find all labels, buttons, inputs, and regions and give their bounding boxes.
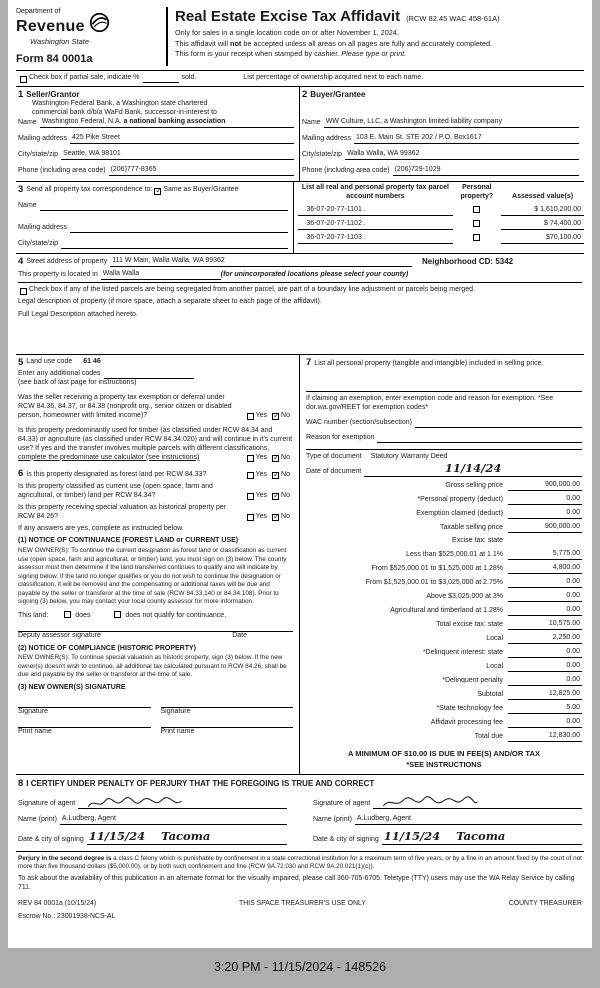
doc-date-field[interactable] — [364, 463, 582, 477]
correspondence-row: 3 Send all property tax correspondence to: ✓ Same as Buyer/Grantee — [18, 185, 288, 195]
yes-checkbox[interactable] — [247, 514, 254, 521]
parcel-col-header: List all real and personal property tax parcel account numbers — [301, 184, 449, 201]
form-title: Real Estate Excise Tax Affidavit — [175, 8, 401, 25]
no-checkbox[interactable] — [272, 514, 279, 521]
tax-line: Above $3,025,000 at 3% 0.00 — [426, 592, 580, 601]
signing-date-row — [18, 828, 287, 845]
buyer-name-label: Name — [302, 119, 321, 127]
same-as-buyer-label: Same as Buyer/Grantee — [163, 185, 239, 193]
segregated-checkbox[interactable] — [20, 288, 27, 295]
correspondence-city-label: City/state/zip — [18, 239, 59, 247]
parcel-number: 36-07-20-77-1101 . — [298, 206, 452, 216]
doc-date-label: Date of document — [306, 468, 362, 476]
deputy-label-row — [18, 632, 293, 641]
signing-date-label: Date & city of signing — [18, 835, 84, 843]
assessed-value-col-header: Assessed value(s) — [512, 193, 574, 201]
reason-row — [306, 434, 582, 443]
no-checkbox[interactable] — [272, 455, 279, 462]
tax-line: Taxable selling price 900,000.00 — [439, 523, 580, 532]
header-note-1: Only for sales in a single location code on or after November 1, 2024. — [175, 27, 399, 37]
parcel-row — [298, 206, 584, 216]
seller-phone-label: Phone (including area code) — [18, 167, 106, 175]
seller-preamble: Washington Federal Bank, a Washington state chartered commercial bank d/b/a WaFd Bank, successor-in-interest to — [32, 100, 217, 117]
wac-label: WAC number (section/subsection) — [306, 418, 412, 426]
tax-line: Agricultural and timberland at 1.28% 0.00 — [390, 606, 580, 615]
tax-line: From $525,000.01 to $1,525,000 at 1.28% 4,800.00 — [371, 564, 580, 573]
seller-mailing-field[interactable]: 425 Pike Street — [70, 134, 294, 144]
current-use-yes-no: Yes ✓ No — [245, 492, 293, 501]
correspondence-section — [16, 182, 584, 253]
revenue-label: Revenue — [16, 17, 85, 35]
timber-yes-no: Yes ✓ No — [245, 454, 293, 463]
seller-name-row — [18, 118, 294, 128]
no-checkbox[interactable] — [272, 413, 279, 420]
notice-continuance-title: (1) NOTICE OF CONTINUANCE (FOREST LAND or CURRENT USE) — [18, 537, 239, 545]
divider — [18, 282, 582, 283]
additional-codes-row — [18, 370, 293, 379]
agent-signature-field[interactable] — [373, 796, 582, 809]
tax-line: Excise tax: state — [452, 537, 503, 545]
form-header — [16, 5, 584, 70]
doc-type-row — [306, 453, 582, 462]
rev-number: REV 84 0001a (10/15/24) — [18, 900, 97, 908]
located-in-row — [18, 270, 582, 280]
tax-line: Total excise tax: state 10,575.00 — [436, 619, 580, 628]
signing-date-field[interactable] — [87, 828, 287, 845]
buyer-city-row — [302, 150, 579, 160]
personal-property-col-header: Personal property? — [460, 184, 494, 201]
doc-date-handwritten: 11/14/24 — [444, 461, 502, 476]
partial-sale-label: Check box if partial sale, indicate % — [29, 74, 140, 82]
parcel-row — [298, 220, 584, 230]
notice-compliance-body: NEW OWNER(S): To continue special valuation as historic property, sign (3) below. If the new owner(s) doesn't wish to continue, all additional tax calculated pursuant to RCW 84.26, shall be due and payable by the seller or transferor at the time of sale. — [18, 654, 287, 679]
tax-column — [300, 355, 584, 774]
parcel-number: 36-07-20-77-1102 . — [298, 220, 452, 230]
parcel-row — [298, 234, 584, 244]
lower-two-column — [16, 355, 584, 774]
grantor-grantee-section — [16, 87, 584, 181]
wac-row — [306, 419, 582, 428]
doc-type-label: Type of document — [306, 452, 362, 460]
affidavit-document — [8, 0, 592, 948]
land-use-row: 5 Land use code 61 46 — [18, 356, 101, 368]
legal-description-label: Legal description of property (if more space, attach a separate sheet to each page of the affidavit). — [18, 297, 322, 305]
partial-sale-percent-field[interactable] — [143, 75, 179, 83]
same-as-buyer-checkbox[interactable] — [154, 188, 161, 195]
correspondence-name-field[interactable] — [40, 202, 289, 211]
reason-field[interactable] — [377, 434, 582, 443]
land-use-code: 61 46 — [83, 358, 101, 366]
seller-phone-field[interactable]: (206)777-8365 — [109, 166, 294, 176]
sold-label: sold. — [181, 74, 197, 82]
correspondence-label: Send all property tax correspondence to: — [26, 185, 153, 193]
seller-name-field[interactable]: Washington Federal, N.A. a national banking association — [40, 118, 294, 128]
notice-compliance-title: (2) NOTICE OF COMPLIANCE (HISTORIC PROPERTY) — [18, 644, 196, 652]
buyer-mailing-row — [302, 134, 579, 144]
land-use-label: Land use code — [26, 358, 73, 366]
forest-land-question: 6 Is this property designated as forest land per RCW 84.33? Yes ✓ No — [18, 469, 293, 480]
this-land-row: This land: does does not qualify for continuance. — [18, 611, 227, 619]
agency-block — [16, 7, 164, 66]
neighborhood-cd: Neighborhood CD: 5342 — [422, 256, 514, 266]
footer-row — [18, 900, 582, 909]
seller-mailing-row — [18, 134, 294, 144]
see-back-note: (see back of last page for instructions) — [18, 379, 137, 387]
see-instructions-note: *SEE INSTRUCTIONS — [406, 760, 482, 770]
agent-name-row — [313, 815, 582, 825]
buyer-mailing-label: Mailing address — [302, 135, 352, 143]
buyer-column — [300, 87, 584, 181]
tax-line: Total due 12,830.00 — [474, 731, 580, 740]
street-address-label: Street address of property — [26, 257, 108, 265]
legal-description-value: Full Legal Description attached hereto. — [18, 310, 138, 318]
agent-name-field[interactable]: A.Ludberg, Agent — [355, 815, 582, 825]
exemption-note: If claiming an exemption, enter exemption code and reason for exemption. *See dor.wa.gov/REET for exemption codes* — [306, 394, 554, 411]
tax-line: Exemption claimed (deduct) 0.00 — [416, 509, 580, 518]
agent-signature-field[interactable] — [78, 796, 287, 809]
header-note-3: This form is your receipt when stamped by cashier. Please type or print. — [175, 49, 407, 59]
tax-line: Local 0.00 — [486, 661, 580, 670]
does-checkbox[interactable] — [64, 611, 71, 618]
minimum-fee-note: A MINIMUM OF $10.00 IS DUE IN FEE(S) AND/OR TAX — [347, 748, 541, 758]
signing-date-row — [313, 828, 582, 845]
personal-property-checkbox[interactable] — [473, 234, 480, 241]
form-title-rcw: (RCW 82.45 WAC 458-61A) — [406, 14, 500, 23]
reason-label: Reason for exemption — [306, 433, 375, 441]
ownership-percentage-note: List percentage of ownership acquired next to each name. — [243, 74, 424, 82]
wac-field[interactable] — [415, 419, 582, 428]
tax-line: *State technology fee 5.00 — [436, 703, 580, 712]
timber-question-tail: complete the predominate use calculator (see instructions) Yes ✓ No — [18, 454, 293, 463]
buyer-name-row — [302, 118, 579, 128]
perjury-note: Perjury in the second degree is a class C felony which is punishable by confinement in a state correctional institution for a maximum term of five years, or by a fine in an amount fixed by the court of not more than five thousand dollars ($5,000.00), or by both such confinement and fine (RCW 9A.72.030 and RCW 9A.20.021(1)(c)). — [18, 854, 582, 871]
timber-question-text: Is this property predominantly used for timber (as classified under RCW 84.34 and 84.33) or agriculture (as classified under RCW 84.34.020) and will continue in it's current use? If yes and the transfer involves multiple parcels with different classifications, — [18, 426, 293, 452]
seller-city-field[interactable]: Seattle, WA 98101 — [61, 150, 294, 160]
buyer-city-field[interactable]: Walla Walla, WA 99362 — [345, 150, 579, 160]
personal-property-checkbox[interactable] — [473, 220, 480, 227]
correspondence-name-label: Name — [18, 201, 37, 209]
correspondence-city-row — [18, 240, 288, 249]
seller-column — [16, 87, 300, 181]
washington-state-label: Washington State — [30, 37, 90, 47]
owner-printname-row — [18, 727, 293, 737]
partial-sale-checkbox[interactable] — [20, 76, 27, 83]
divider — [306, 391, 582, 392]
additional-codes-label: Enter any additional codes — [18, 370, 101, 378]
correspondence-city-field[interactable] — [61, 240, 288, 249]
yes-checkbox[interactable] — [247, 413, 254, 420]
signing-date-label: Date & city of signing — [313, 835, 379, 843]
seller-phone-row — [18, 166, 294, 176]
seller-name-label: Name — [18, 119, 37, 127]
department-of-label: Department of — [16, 8, 61, 15]
located-in-field[interactable]: Walla Walla — [101, 270, 221, 280]
parcel-table-header — [298, 184, 584, 202]
personal-property-checkbox[interactable] — [473, 206, 480, 213]
divider — [306, 449, 582, 450]
segregated-note: Check box if any of the listed parcels are being segregated from another parcel, are part of a boundary line adjustment or parcels being merged. — [29, 285, 475, 293]
signing-date-handwritten: 11/15/24 — [383, 828, 441, 843]
agent-signature-row — [18, 796, 287, 809]
treasurer-space-label: THIS SPACE TREASURER'S USE ONLY — [238, 900, 366, 908]
agent-signature-label: Signature of agent — [313, 800, 371, 808]
agent-signature-icon — [375, 796, 485, 811]
partial-sale-row — [16, 71, 584, 86]
signing-date-handwritten: 11/15/24 — [88, 828, 146, 843]
scan-timestamp: 3:20 PM - 11/15/2024 - 148526 — [213, 960, 387, 974]
owner-signature-row — [18, 707, 293, 717]
agent-name-label: Name (print) — [18, 815, 57, 823]
seller-city-row — [18, 150, 294, 160]
buyer-city-label: City/state/zip — [302, 151, 343, 159]
certification-right — [313, 792, 582, 845]
form-footer — [16, 852, 584, 926]
correspondence-name-row — [18, 202, 288, 211]
alternate-format-note: To ask about the availability of this publication in an alternate format for the visually impaired, please call 360-705-6705. Teletype (TTY) users may use the WA Relay Service by calling 711. — [18, 875, 575, 892]
exemption-yes-no: Yes ✓ No — [245, 412, 293, 421]
tax-line: *Delinquent penalty 0.00 — [442, 675, 580, 684]
signing-city-handwritten: Tacoma — [161, 828, 211, 843]
segregated-row — [18, 286, 582, 295]
correspondence-mailing-field[interactable] — [70, 224, 288, 233]
certification-left — [18, 792, 287, 845]
signing-city-handwritten: Tacoma — [456, 828, 506, 843]
seller-heading: 1 Seller/Grantor — [18, 89, 80, 101]
no-checkbox[interactable] — [272, 493, 279, 500]
tax-line: *Personal property (deduct) 0.00 — [417, 495, 580, 504]
historic-yes-no: Yes ✓ No — [245, 513, 293, 522]
doc-type-value: Statutory Warranty Deed — [370, 452, 448, 460]
agent-name-row — [18, 815, 287, 825]
parcel-table — [294, 182, 584, 253]
land-use-column — [16, 355, 300, 774]
doc-date-row — [306, 463, 582, 477]
unincorporated-note: (for unincorporated locations please select your county) — [220, 270, 409, 278]
deputy-signature-label: Deputy assessor signature — [18, 631, 101, 639]
header-note-2: This affidavit will not be accepted unless all areas on all pages are fully and accurately completed. — [175, 38, 493, 48]
signing-date-field[interactable] — [382, 828, 582, 845]
historic-question: Is this property receiving special valuation as historical property per RCW 84.26? Yes ✓ No — [18, 504, 293, 522]
signature-label: Signature — [18, 707, 48, 715]
street-address-field[interactable]: 111 W Main, Walla Walla, WA 99362 — [110, 257, 412, 267]
tax-line: Local 2,250.00 — [486, 633, 580, 642]
title-block — [166, 7, 584, 66]
agent-name-field[interactable]: A.Ludberg, Agent — [60, 815, 287, 825]
correspondence-column — [16, 182, 294, 253]
assessed-value: $ 1,610,200.00 — [501, 206, 584, 216]
print-name-label: Print name — [160, 727, 195, 735]
buyer-mailing-field[interactable]: 103 E. Main St. STE 202 / P.O. Box1617 — [354, 134, 579, 144]
property-section — [16, 254, 584, 354]
signature-label: Signature — [160, 707, 191, 715]
no-checkbox[interactable] — [272, 472, 279, 479]
tax-line: Affidavit processing fee 0.00 — [430, 717, 580, 726]
certification-section — [16, 775, 584, 851]
notice-continuance-body: NEW OWNER(S): To continue the current designation as forest land or classification as current use (open space, farm and agricultural, or timber) land, you must sign on (3) below. The county assessor must then determine if the land transferred continues to qualify and will indicate by signing below. If the land no longer qualifies or you do not wish to continue the designation or classification, it will be removed and the compensating or additional taxes will be due and payable by the seller or transferor at the time of sale (RCW 84.33.140 or 84.34.108). Prior to signing (3) below, you may contact your local county assessor for more information. — [18, 547, 287, 606]
certification-heading: 8 I CERTIFY UNDER PENALTY OF PERJURY THAT THE FOREGOING IS TRUE AND CORRECT — [18, 778, 375, 790]
yes-checkbox[interactable] — [247, 472, 254, 479]
assessed-value: $70,100.00 — [501, 234, 584, 244]
does-not-checkbox[interactable] — [114, 611, 121, 618]
forest-yes-no: Yes ✓ No — [245, 471, 293, 480]
correspondence-mailing-label: Mailing address — [18, 223, 68, 231]
tax-line: Less than $525,000.01 at 1.1% 5,775.00 — [406, 550, 580, 559]
agent-signature-row — [313, 796, 582, 809]
personal-property-note-row: 7 List all personal property (tangible and intangible) included in selling price. — [306, 356, 544, 368]
exemption-question: Was the seller receiving a property tax exemption or deferral under RCW 84.36, 84.37, or 84.38 (nonprofit org., senior citizen or disabled person, homeowner with limited income)? Yes ✓ No — [18, 394, 293, 421]
tax-line: Subtotal 12,825.00 — [477, 689, 580, 698]
revenue-logo-icon — [89, 12, 110, 33]
print-name-label: Print name — [18, 727, 52, 735]
tax-line: *Delinquent interest: state 0.00 — [422, 647, 580, 656]
yes-checkbox[interactable] — [247, 493, 254, 500]
form-number: Form 84 0001a — [16, 53, 93, 66]
current-use-question: Is this property classified as current use (open space, farm and agricultural, or timber) land per RCW 84.34? Yes ✓ No — [18, 483, 293, 501]
buyer-phone-field[interactable]: (206)729-1029 — [393, 166, 579, 176]
yes-checkbox[interactable] — [247, 455, 254, 462]
if-yes-note: If any answers are yes, complete as instructed below. — [18, 524, 184, 532]
buyer-heading: 2 Buyer/Grantee — [302, 89, 366, 101]
county-treasurer-label: COUNTY TREASURER — [508, 900, 582, 908]
legal-description-space — [18, 320, 582, 354]
agent-signature-label: Signature of agent — [18, 800, 76, 808]
agent-name-label: Name (print) — [313, 815, 352, 823]
tax-line: Gross selling price 900,000.00 — [445, 481, 580, 490]
agent-signature-icon — [80, 796, 190, 811]
seller-mailing-label: Mailing address — [18, 135, 68, 143]
buyer-name-field[interactable]: WW Culture, LLC, a Washington limited liability company — [324, 118, 579, 128]
scan-timestamp-bar — [0, 948, 600, 986]
buyer-phone-row — [302, 166, 579, 176]
new-owner-signature-title: (3) NEW OWNER(S) SIGNATURE — [18, 683, 126, 691]
buyer-phone-label: Phone (including area code) — [302, 167, 390, 175]
assessed-value: $ 74,400.00 — [501, 220, 584, 230]
tax-line: From $1,525,000.01 to $3,025,000 at 2.75% 0.00 — [365, 578, 580, 587]
parcel-number: 36-07-20-77-1103 . — [298, 234, 452, 244]
escrow-number: Escrow No.: 23001938-NCS-AL — [18, 913, 116, 920]
deputy-date-label: Date — [232, 631, 247, 639]
street-address-row: 4 Street address of property 111 W Main, Walla Walla, WA 99362 Neighborhood CD: 5342 — [18, 257, 582, 267]
additional-codes-field[interactable] — [104, 370, 194, 379]
correspondence-mailing-row — [18, 224, 288, 233]
located-in-label: This property is located in — [18, 270, 98, 278]
seller-city-label: City/state/zip — [18, 151, 59, 159]
